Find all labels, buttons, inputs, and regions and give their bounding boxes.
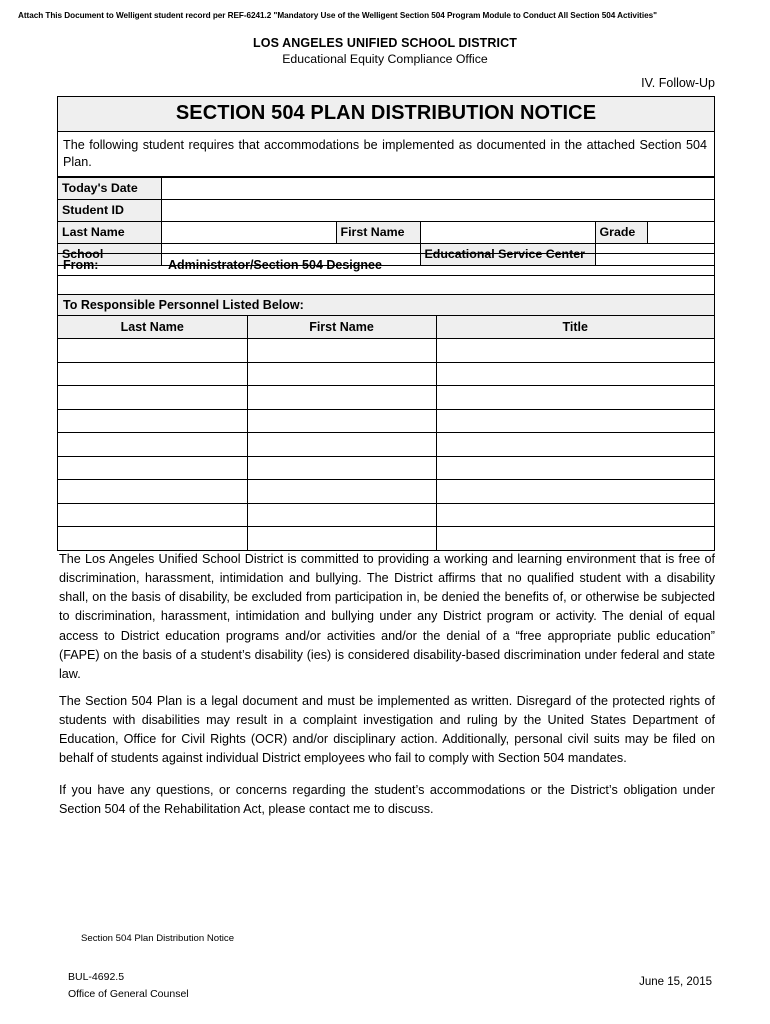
body-paragraph-1: The Los Angeles Unified School District is committed to providing a working and learning environment that is free of discrimination, harassment, intimidation and bullying. The District affirms that no qualified student with a disability shall, on the basis of disability, be excluded from participation in, be denied the benefits of, or otherwise be subjected to discrimination, harassment, intimidation and bullying under any District program or activity. The denial of equal access to District education programs and/or activities and/or the denial of a “free appropriate public education” (FAPE) on the basis of a student’s disability (ies) is considered disability-based discrimination under federal and state law. (59, 552, 715, 681)
table-row-name (58, 221, 714, 243)
table-row (58, 456, 714, 480)
table-row (58, 386, 714, 410)
footer-date: June 15, 2015 (639, 976, 712, 988)
cell-title[interactable] (436, 433, 714, 457)
district-title: LOS ANGELES UNIFIED SCHOOL DISTRICT (253, 36, 517, 50)
form-title: SECTION 504 PLAN DISTRIBUTION NOTICE (58, 97, 714, 132)
cell-title[interactable] (436, 527, 714, 550)
label-grade: Grade (595, 221, 647, 243)
table-row (58, 480, 714, 504)
cell-last-name[interactable] (58, 527, 247, 550)
responsible-personnel-table (58, 316, 714, 550)
input-grade[interactable] (647, 221, 714, 243)
cell-last-name[interactable] (58, 362, 247, 386)
cell-title[interactable] (436, 503, 714, 527)
input-last-name[interactable] (161, 221, 336, 243)
table-row (58, 433, 714, 457)
cell-last-name[interactable] (58, 409, 247, 433)
cell-title[interactable] (436, 362, 714, 386)
cell-last-name[interactable] (58, 433, 247, 457)
to-responsible-personnel-label: To Responsible Personnel Listed Below: (58, 295, 714, 316)
body-paragraph-3: If you have any questions, or concerns regarding the student’s accommodations or the District’s obligation under Section 504 of the Rehabilitation Act, please contact me to discuss. (59, 783, 715, 817)
label-todays-date: Today's Date (58, 177, 161, 199)
footer-bulletin-number: BUL-4692.5 (68, 971, 125, 983)
footer-document-name: Section 504 Plan Distribution Notice (81, 933, 235, 944)
from-row (58, 254, 714, 276)
table-row (58, 362, 714, 386)
table-row (58, 409, 714, 433)
cell-title[interactable] (436, 480, 714, 504)
cell-first-name[interactable] (247, 527, 436, 550)
label-from: From: (63, 258, 99, 272)
label-designee: Administrator/Section 504 Designee (168, 258, 382, 272)
from-block (57, 253, 715, 551)
student-info-table (58, 177, 714, 265)
label-last-name: Last Name (58, 221, 161, 243)
footer-office: Office of General Counsel (68, 988, 189, 1000)
cell-first-name[interactable] (247, 409, 436, 433)
input-first-name[interactable] (420, 221, 595, 243)
cell-last-name[interactable] (58, 480, 247, 504)
column-header-title: Title (436, 316, 714, 339)
label-school: School (58, 243, 161, 265)
cell-title[interactable] (436, 386, 714, 410)
cell-title[interactable] (436, 456, 714, 480)
label-esc: Educational Service Center (420, 243, 595, 265)
cell-title[interactable] (436, 409, 714, 433)
cell-first-name[interactable] (247, 480, 436, 504)
label-first-name: First Name (336, 221, 420, 243)
cell-first-name[interactable] (247, 339, 436, 363)
cell-last-name[interactable] (58, 339, 247, 363)
cell-last-name[interactable] (58, 456, 247, 480)
cell-first-name[interactable] (247, 433, 436, 457)
column-header-first-name: First Name (247, 316, 436, 339)
column-header-last-name: Last Name (58, 316, 247, 339)
table-row (58, 527, 714, 550)
table-header-row (58, 316, 714, 339)
body-paragraph-2: The Section 504 Plan is a legal document and must be implemented as written. Disregard of the protected rights of students with disabilities may result in a complaint investigation and ruling by the United States Department of Education, Office for Civil Rights (OCR) and/or disciplinary action. Additionally, personal civil suits may be filed on behalf of students against individual District employees who fail to comply with Section 504 mandates. (59, 694, 715, 766)
table-row-todays-date (58, 177, 714, 199)
table-row-student-id (58, 199, 714, 221)
table-row (58, 339, 714, 363)
cell-first-name[interactable] (247, 503, 436, 527)
cell-last-name[interactable] (58, 503, 247, 527)
cell-title[interactable] (436, 339, 714, 363)
form-intro: The following student requires that accommodations be implemented as documented in the attached Section 504 Plan. (58, 132, 714, 177)
cell-first-name[interactable] (247, 386, 436, 410)
label-student-id: Student ID (58, 199, 161, 221)
office-subtitle: Educational Equity Compliance Office (282, 52, 488, 66)
from-blank-row[interactable] (58, 276, 714, 295)
student-info-form (57, 96, 715, 266)
cell-first-name[interactable] (247, 456, 436, 480)
input-todays-date[interactable] (161, 177, 714, 199)
input-student-id[interactable] (161, 199, 714, 221)
attach-note: Attach This Document to Welligent student record per REF-6241.2 "Mandatory Use of the Welligent Section 504 Program Module to Conduct All Section 504 Activities" (18, 11, 657, 20)
cell-last-name[interactable] (58, 386, 247, 410)
cell-first-name[interactable] (247, 362, 436, 386)
section-marker: IV. Follow-Up (641, 76, 715, 90)
table-row (58, 503, 714, 527)
